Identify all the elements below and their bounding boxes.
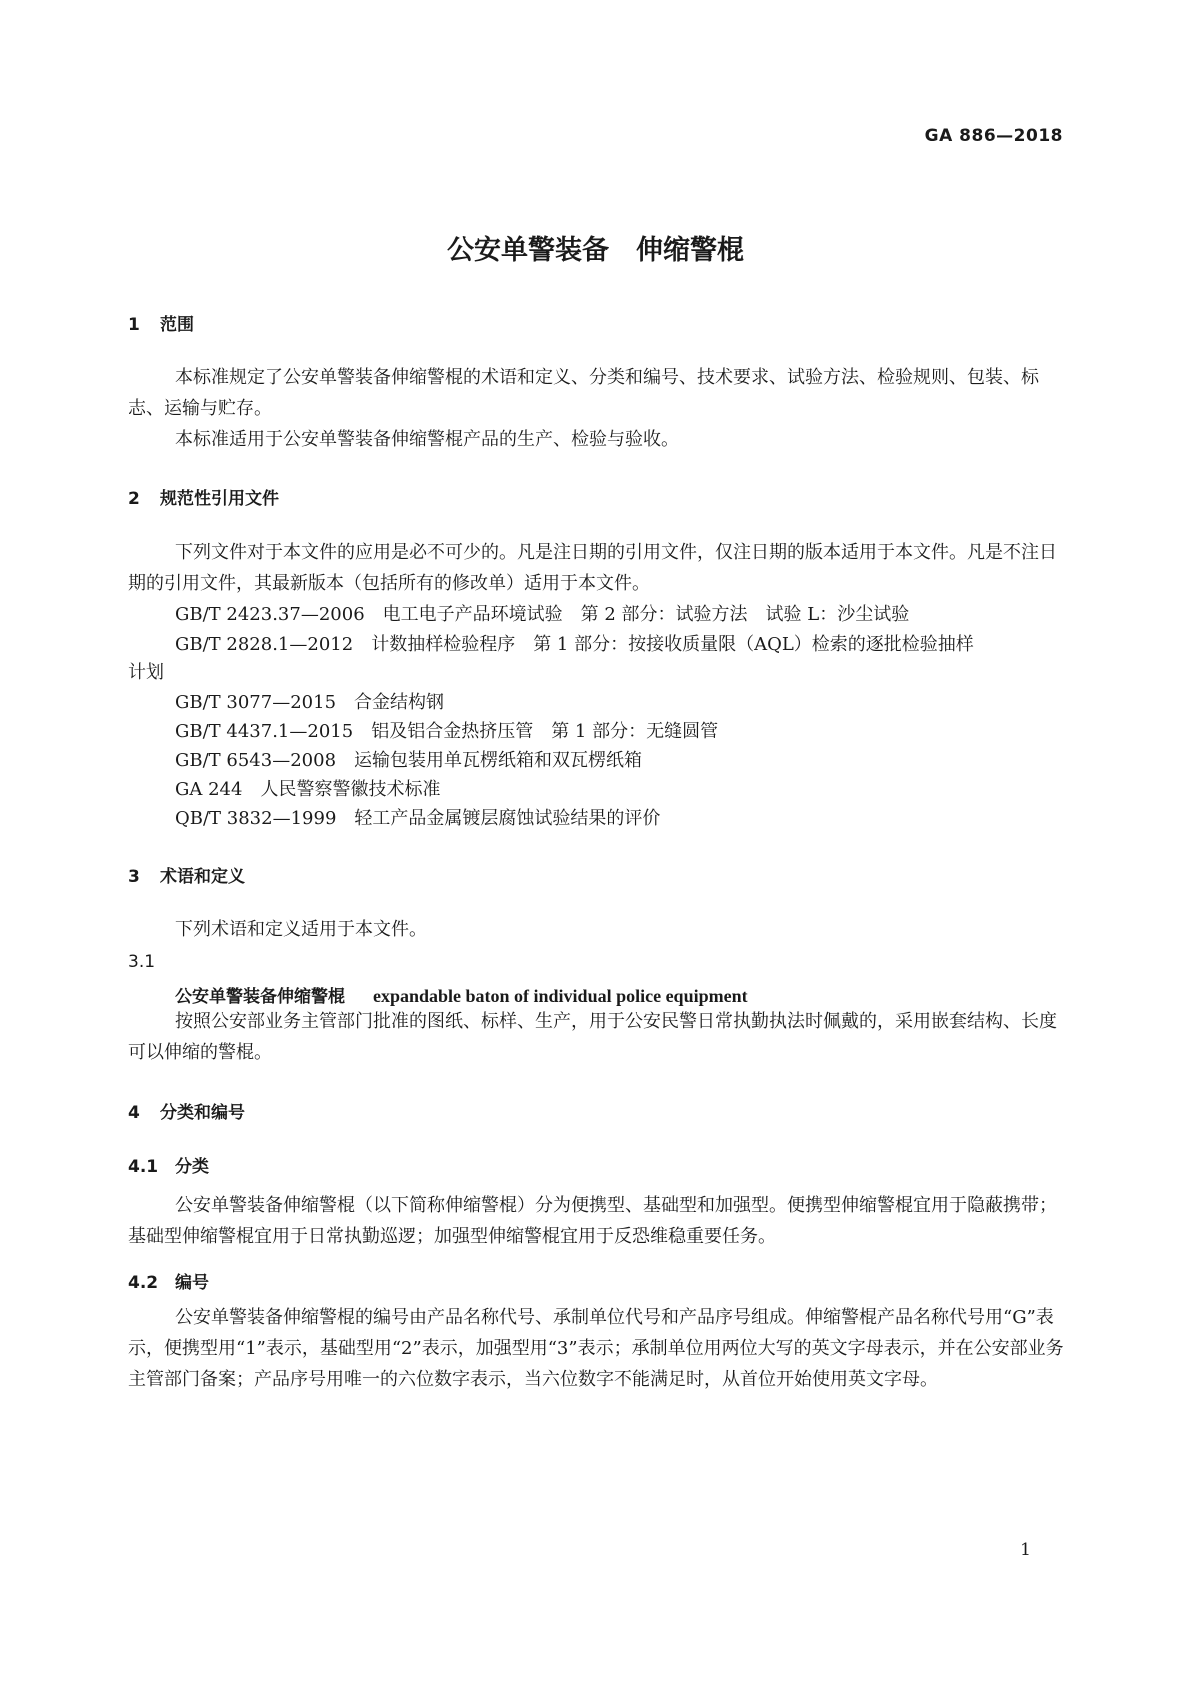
reference-code: GB/T 2423.37—2006 <box>175 604 365 625</box>
section-number: 3 <box>128 867 140 887</box>
subsection-title: 编号 <box>175 1273 209 1293</box>
term-heading <box>175 982 748 1007</box>
reference-code: GB/T 6543—2008 <box>175 750 337 771</box>
section-title: 分类和编号 <box>160 1103 245 1123</box>
classification-paragraph: 公安单警装备伸缩警棍（以下简称伸缩警棍）分为便携型、基础型和加强型。便携型伸缩警棍宜用于隐蔽携带；基础型伸缩警棍宜用于日常执勤巡逻；加强型伸缩警棍宜用于反恐维稳重要任务。 <box>128 1195 1057 1247</box>
reference-code: GB/T 4437.1—2015 <box>175 721 354 742</box>
section-3-heading <box>128 862 245 887</box>
reference-title: 电工电子产品环境试验 第 2 部分：试验方法 试验 L：沙尘试验 <box>382 604 910 625</box>
reference-item <box>175 804 660 830</box>
reference-item <box>175 775 440 801</box>
reference-title: 轻工产品金属镀层腐蚀试验结果的评价 <box>354 808 661 829</box>
term-number: 3.1 <box>128 952 156 972</box>
section-number: 1 <box>128 315 140 335</box>
subsection-4-2-heading <box>128 1268 209 1293</box>
section-number: 2 <box>128 489 140 509</box>
terms-intro: 下列术语和定义适用于本文件。 <box>175 919 427 940</box>
reference-code: GA 244 <box>175 779 243 800</box>
subsection-4-1-heading <box>128 1152 209 1177</box>
term-definition: 按照公安部业务主管部门批准的图纸、标样、生产，用于公安民警日常执勤执法时佩戴的，采用嵌套结构、长度可以伸缩的警棍。 <box>128 1011 1057 1063</box>
reference-item <box>175 746 642 772</box>
scope-paragraph-2: 本标准适用于公安单警装备伸缩警棍产品的生产、检验与验收。 <box>175 429 679 450</box>
section-title: 术语和定义 <box>160 867 245 887</box>
scope-paragraph-1: 本标准规定了公安单警装备伸缩警棍的术语和定义、分类和编号、技术要求、试验方法、检验规则、包装、标志、运输与贮存。 <box>128 367 1039 419</box>
subsection-title: 分类 <box>175 1157 209 1177</box>
section-number: 4 <box>128 1103 140 1123</box>
section-title: 范围 <box>160 315 194 335</box>
reference-title: 计数抽样检验程序 第 1 部分：按接收质量限（AQL）检索的逐批检验抽样 <box>371 634 974 655</box>
page-number: 1 <box>1020 1540 1031 1560</box>
references-intro: 下列文件对于本文件的应用是必不可少的。凡是注日期的引用文件，仅注日期的版本适用于本文件。凡是不注日期的引用文件，其最新版本（包括所有的修改单）适用于本文件。 <box>128 542 1057 594</box>
section-1-heading <box>128 310 194 335</box>
term-en: expandable baton of individual police equipment <box>373 986 748 1006</box>
subsection-number: 4.1 <box>128 1157 159 1177</box>
reference-code: GB/T 3077—2015 <box>175 692 337 713</box>
reference-item <box>175 600 909 626</box>
reference-title: 运输包装用单瓦楞纸箱和双瓦楞纸箱 <box>354 750 643 771</box>
reference-item <box>175 630 974 656</box>
document-title: 公安单警装备 伸缩警棍 <box>447 235 744 266</box>
reference-item <box>175 688 444 714</box>
section-4-heading <box>128 1098 245 1123</box>
reference-title: 人民警察警徽技术标准 <box>260 779 441 800</box>
standard-code: GA 886—2018 <box>924 126 1063 146</box>
numbering-paragraph: 公安单警装备伸缩警棍的编号由产品名称代号、承制单位代号和产品序号组成。伸缩警棍产品名称代号用“G”表示，便携型用“1”表示，基础型用“2”表示，加强型用“3”表示；承制单位用两位大写的英文字母表示，并在公安部业务主管部门备案；产品序号用唯一的六位数字表示，当六位数字不能满足时，从首位开始使用英文字母。 <box>128 1307 1064 1390</box>
reference-code: GB/T 2828.1—2012 <box>175 634 354 655</box>
reference-title: 铝及铝合金热挤压管 第 1 部分：无缝圆管 <box>371 721 719 742</box>
reference-title: 合金结构钢 <box>354 692 445 713</box>
term-zh: 公安单警装备伸缩警棍 <box>175 987 345 1007</box>
section-2-heading <box>128 484 279 509</box>
reference-continuation: 计划 <box>128 662 164 683</box>
reference-item <box>175 717 718 743</box>
reference-code: QB/T 3832—1999 <box>175 808 337 829</box>
section-title: 规范性引用文件 <box>160 489 279 509</box>
subsection-number: 4.2 <box>128 1273 159 1293</box>
